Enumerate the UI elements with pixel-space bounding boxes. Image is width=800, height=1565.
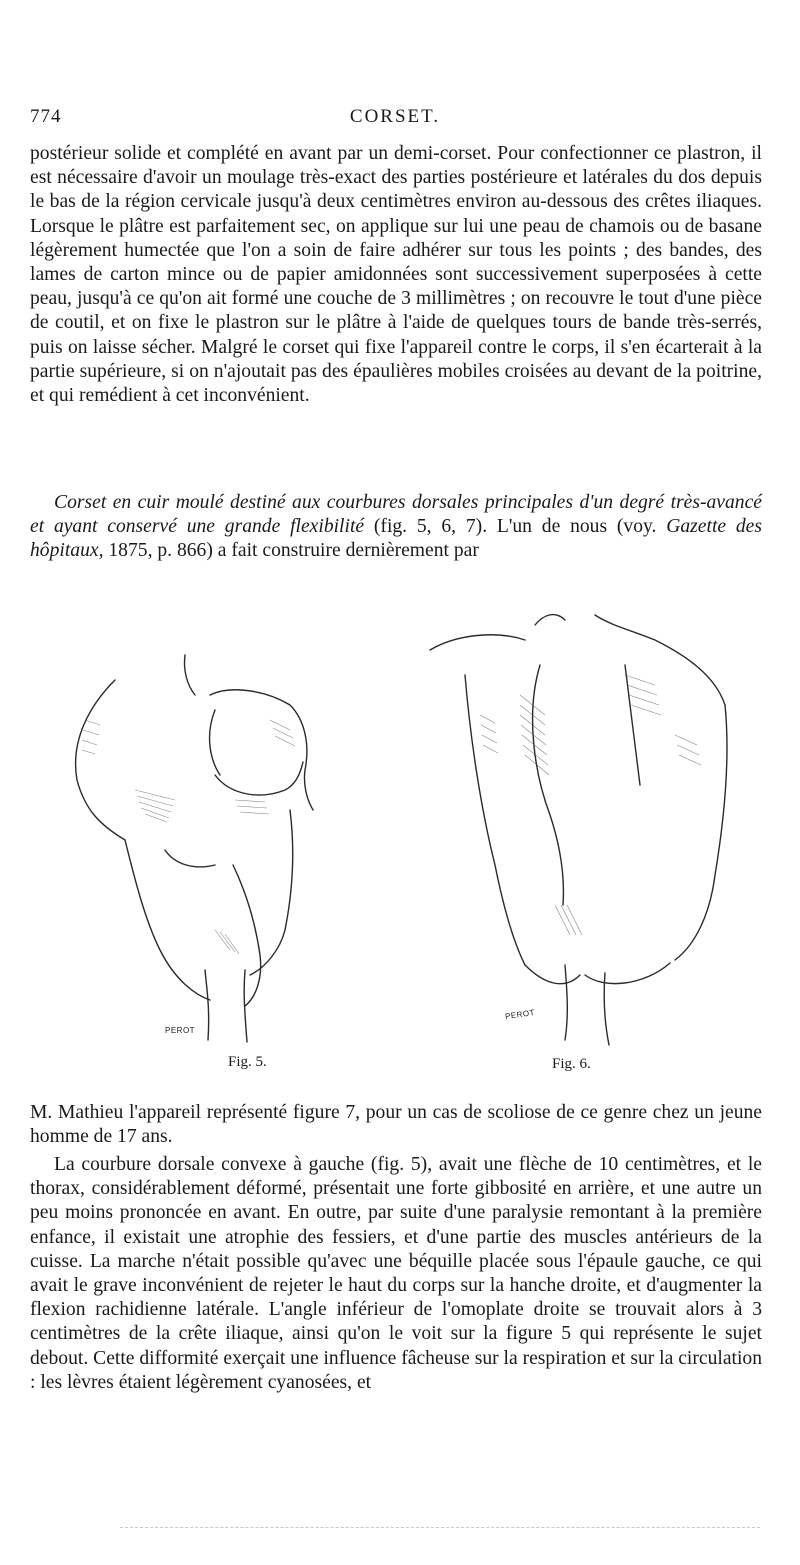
torso-sketch-fig6 xyxy=(425,605,765,1050)
citation-rest: , 1875, p. 866) a fait construire dernièrement par xyxy=(98,540,479,562)
paragraph-courbure-dorsale: La courbure dorsale convexe à gauche (fig. 5), avait une flèche de 10 centimètres, et le thorax, considérablement déformé, présentait une forte gibbosité en arrière, et une autre un peu moins prononcée en avant. En outre, par suite d'une paralysie remontant à la première enfance, il existait une atrophie des fessiers, et d'une partie des muscles antérieurs de la cuisse. La marche n'était possible qu'avec une béquille placée sous l'épaule gauche, ce qui avait le grave inconvénient de rejeter le haut du corps sur la hanche droite, et d'augmenter la flexion rachidienne latérale. L'angle inférieur de l'omoplate droite se trouvait alors à 3 centimètres de la crête iliaque, ainsi qu'on le voit sur la figure 5 qui représente le sujet debout. Cette difformité exerçait une influence fâcheuse sur la respiration et sur la circulation : les lèvres étaient légèrement cyanosées, et xyxy=(30,1154,762,1393)
figure-5-illustration xyxy=(55,650,355,1050)
figure-6-caption: Fig. 6. xyxy=(552,1056,591,1072)
bottom-edge-artifact xyxy=(120,1527,760,1528)
section-heading-italic: Corset en cuir moulé destiné aux courbures dorsales principales d'un degré très-avancé et ayant conservé une grande flexibilité xyxy=(30,492,762,538)
paragraph-plastron: postérieur solide et complété en avant par un demi-corset. Pour confectionner ce plastron, il est nécessaire d'avoir un moulage très-exact des parties postérieure et latérales du dos depuis le bas de la région cervicale jusqu'à deux centimètres environ au-dessous des crêtes iliaques. Lorsque le plâtre est parfaitement sec, on applique sur lui une peau de chamois ou de basane légèrement humectée que l'on a soin de faire adhérer sur tous les points ; des bandes, des lames de carton mince ou de papier amidonnées sont successivement superposées à cette peau, jusqu'à ce qu'on ait formé une couche de 3 millimètres ; on recouvre le tout d'une pièce de coutil, et on fixe le plastron sur le plâtre à l'aide de quelques tours de bande très-serrés, puis on laisse sécher. Malgré le corset qui fixe l'appareil contre le corps, il s'en écarterait à la partie supérieure, si on n'ajoutait pas des épaulières mobiles croisées au devant de la poitrine, et qui remédient à cet inconvénient. xyxy=(30,143,762,407)
figure-6-illustration xyxy=(425,605,765,1050)
page-header xyxy=(30,106,760,136)
fig6-artist-signature: PEROT xyxy=(504,1007,536,1022)
fig5-artist-signature: PEROT xyxy=(165,1026,196,1035)
page-number: 774 xyxy=(30,106,62,127)
paragraph-mathieu: M. Mathieu l'appareil représenté figure 7, pour un cas de scoliose de ce genre chez un jeune homme de 17 ans. xyxy=(30,1102,762,1148)
paragraph-corset-cuir xyxy=(30,491,762,564)
figure-reference: (fig. 5, 6, 7). L'un de nous (voy. xyxy=(364,516,667,538)
torso-sketch-fig5 xyxy=(55,650,355,1050)
running-title: CORSET. xyxy=(349,106,441,127)
figure-5-caption: Fig. 5. xyxy=(228,1054,267,1070)
journal-title: Gazette des hôpitaux xyxy=(30,516,763,562)
